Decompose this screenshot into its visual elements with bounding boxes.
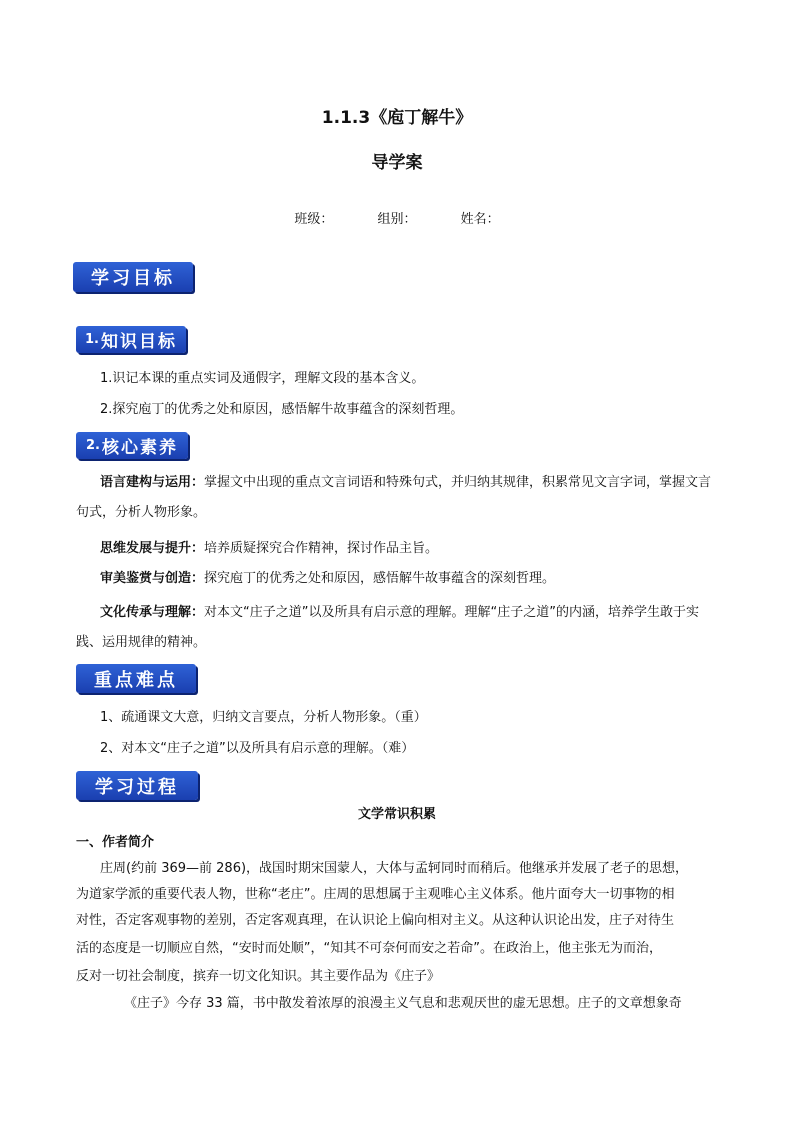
student-info-row — [0, 208, 794, 227]
core-item-language — [76, 468, 724, 528]
document-title: 1.1.3《庖丁解牛》 — [321, 108, 473, 128]
document-subtitle: 导学案 — [371, 153, 423, 173]
core-literacy-number: 2. — [86, 438, 100, 453]
core-item-text: 探究庖丁的优秀之处和原因，感悟解牛故事蕴含的深刻哲理。 — [204, 571, 556, 586]
knowledge-goals-banner-text: 知识目标 — [100, 332, 177, 352]
author-intro-line: 反对一切社会制度，摈弃一切文化知识。其主要作品为《庄子》 — [76, 969, 441, 984]
key-point-item: 2、对本文“庄子之道”以及所具有启示意的理解。（难） — [100, 741, 415, 756]
author-intro-heading: 一、作者简介 — [76, 835, 155, 850]
core-item-aesthetics — [76, 564, 724, 594]
author-intro-line: 活的态度是一切顺应自然，“安时而处顺”，“知其不可奈何而安之若命”。在政治上，他主张无为而治， — [76, 941, 662, 956]
author-intro-line: 庄周(约前 369—前 286)，战国时期宋国蒙人，大体与孟轲同时而稍后。他继承并发展了老子的思想， — [100, 861, 689, 876]
learning-process-banner-text: 学习过程 — [95, 776, 179, 798]
author-intro-line: 对性，否定客观事物的差别，否定客观真理，在认识论上偏向相对主义。从这种认识论出发，庄子对待生 — [76, 913, 675, 928]
key-point-item: 1、疏通课文大意，归纳文言要点，分析人物形象。（重） — [100, 710, 427, 725]
section-subheading: 文学常识积累 — [357, 807, 436, 822]
core-item-text: 培养质疑探究合作精神，探讨作品主旨。 — [204, 541, 439, 556]
learning-process-banner — [76, 771, 198, 800]
class-label: 班级： — [294, 212, 334, 227]
core-item-text: 对本文“庄子之道”以及所具有启示意的理解。理解“庄子之道”的内涵，培养学生敢于实践、运用规律的精神。 — [76, 605, 699, 650]
learning-goals-banner-text: 学习目标 — [91, 268, 175, 289]
knowledge-item: 1.识记本课的重点实词及通假字，理解文段的基本含义。 — [100, 371, 425, 386]
core-item-label: 思维发展与提升： — [100, 541, 205, 556]
group-label: 组别： — [377, 212, 417, 227]
core-item-label: 审美鉴赏与创造： — [100, 571, 205, 586]
core-item-label: 文化传承与理解： — [100, 605, 205, 620]
key-points-banner — [76, 664, 196, 693]
author-intro-line: 为道家学派的重要代表人物，世称“老庄”。庄周的思想属于主观唯心主义体系。他片面夸大一切事物的相 — [76, 887, 675, 902]
author-intro-line: 《庄子》今存 33 篇，书中散发着浓厚的浪漫主义气息和悲观厌世的虚无思想。庄子的文章想象奇 — [124, 996, 682, 1011]
core-literacy-banner — [76, 432, 188, 459]
knowledge-item: 2.探究庖丁的优秀之处和原因，感悟解牛故事蕴含的深刻哲理。 — [100, 402, 464, 417]
core-item-thinking — [76, 534, 724, 564]
core-literacy-banner-text: 核心素养 — [101, 438, 178, 458]
learning-goals-banner — [73, 262, 193, 292]
core-item-culture — [76, 598, 724, 658]
knowledge-goals-banner — [76, 326, 186, 353]
core-item-text: 掌握文中出现的重点文言词语和特殊句式，并归纳其规律，积累常见文言字词，掌握文言句式，分析人物形象。 — [76, 475, 712, 520]
name-label: 姓名： — [460, 212, 500, 227]
core-item-label: 语言建构与运用： — [100, 475, 205, 490]
key-points-banner-text: 重点难点 — [94, 669, 178, 691]
knowledge-goals-number: 1. — [85, 332, 99, 347]
